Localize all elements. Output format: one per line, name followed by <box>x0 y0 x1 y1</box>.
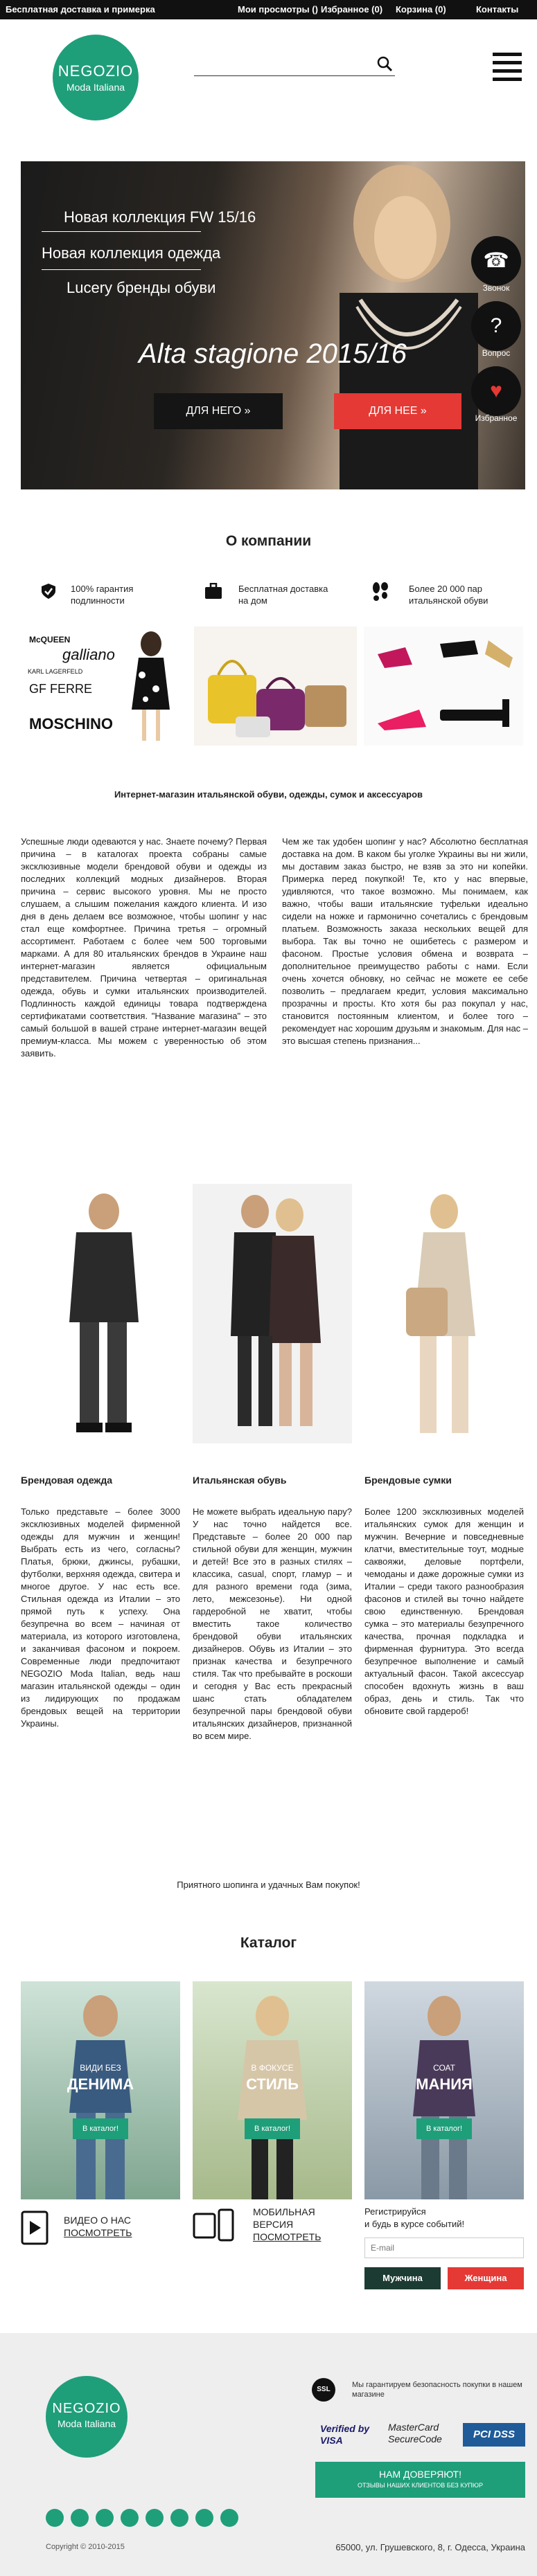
catalog-title: Каталог <box>240 1935 297 1951</box>
logo-text-1: NEGOZIO <box>58 62 134 80</box>
free-shipping-link[interactable]: Бесплатная доставка и примерка <box>6 4 155 15</box>
footwear-text: Не можете выбрать идеальную пару? У нас точно найдется все. Представьте – более 20 000 пар стильной обуви для женщин, мужчин и детей! Все это в разных стилях – классика, casual, спорт, гламур – и для разного времени года (зима, лето, межсезонье). Ни одной гардеробной не хватит, чтобы вместить такое количество брендовой обуви итальянских дизайнеров. Обувь из Италии – это признак качества и безупречного стиля. Так что пребывайте в роскоши и сегодня у Вас есть прекрасный шанс стать обладателем безупречной пары брендовой обуви итальянских дизайнеров, признанной во всем мире. <box>193 1506 352 1741</box>
phone-icon[interactable]: ☎ <box>471 236 521 286</box>
video-link[interactable] <box>64 2214 132 2239</box>
cart-link[interactable]: Корзина (0) <box>396 4 446 15</box>
footwear-image <box>193 1184 352 1443</box>
mastercard-securecode: MasterCard SecureCode <box>388 2422 442 2444</box>
heart-icon[interactable]: ♥ <box>471 366 521 416</box>
feature-shoes: Более 20 000 пар итальянской обуви <box>409 584 488 606</box>
about-title: О компании <box>225 533 312 549</box>
brand-moschino: MOSCHINO <box>29 715 113 732</box>
twitter-icon[interactable] <box>121 2509 139 2527</box>
question-label: Вопрос <box>482 348 511 358</box>
store-subtitle: Интернет-магазин итальянской обуви, одежды, сумок и аксессуаров <box>114 789 423 800</box>
hero-line-2[interactable]: Новая коллекция одежда <box>42 244 221 262</box>
register-line-2: и будь в курсе событий! <box>364 2219 465 2229</box>
address: 65000, ул. Грушевского, 8, г. Одесса, Украина <box>335 2542 525 2552</box>
catalog-button-3[interactable]: В каталог! <box>416 2118 472 2139</box>
footer <box>0 2333 537 2576</box>
hero-divider-2 <box>42 269 201 270</box>
video-view-link[interactable]: ПОСМОТРЕТЬ <box>64 2227 132 2238</box>
clothing-image <box>21 1184 180 1443</box>
clothing-text: Только представьте – более 3000 эксклюзивных моделей фирменной одежды для мужчин и женщин! Выбрать есть из чего, согласны? Платья, брюки, джинсы, рубашки, футболки, верхняя одежда, свитера и многое другое. У нас есть все. Стильная одежда из Италии – это прямой путь к успеху. Она безупречна во всем – начиная от материала, из которого изготовлена, и заканчивая фасоном и покроем. Современные люди предпочитают NEGOZIO Moda Italian, ведь наш магазин итальянской одежды – один из лидирующих по продажам брендовых вещей на территории Украины. <box>21 1506 180 1729</box>
catalog-small-3: СОАТ <box>433 2063 455 2073</box>
footer-logo-text-1: NEGOZIO <box>52 2401 121 2416</box>
call-label: Звонок <box>482 283 510 293</box>
catalog-big-2: СТИЛЬ <box>246 2075 299 2093</box>
brand-galliano: galliano <box>62 646 115 663</box>
hero-line-3[interactable]: Lucery бренды обуви <box>67 279 216 296</box>
hero-banner <box>21 161 525 489</box>
for-her-button[interactable]: ДЛЯ НЕЕ » <box>334 393 461 429</box>
catalog-small-2: В ФОКУСЕ <box>251 2063 294 2073</box>
mobile-icon[interactable] <box>193 2208 234 2243</box>
catalog-button-1[interactable]: В каталог! <box>73 2118 128 2139</box>
bags-image <box>194 627 357 746</box>
brand-ferre: GF FERRE <box>29 682 93 696</box>
copyright: Copyright © 2010-2015 <box>46 2543 125 2551</box>
mail-icon[interactable] <box>220 2509 238 2527</box>
for-him-button[interactable]: ДЛЯ НЕГО » <box>154 393 283 429</box>
ssl-badge: SSL <box>312 2378 335 2402</box>
brand-mcqueen: McQUEEN <box>29 635 71 645</box>
favorites-link[interactable]: Избранное (0) <box>321 4 383 15</box>
odnoklassniki-icon[interactable] <box>96 2509 114 2527</box>
catalog-small-1: ВИДИ БЕЗ <box>80 2063 121 2073</box>
my-views-link[interactable]: Мои просмотры () <box>238 4 318 15</box>
feature-authenticity: 100% гарантия подлинности <box>71 584 134 606</box>
briefcase-icon <box>204 583 222 600</box>
youtube-icon[interactable] <box>195 2509 213 2527</box>
closing-text: Приятного шопинга и удачных Вам покупок! <box>177 1880 360 1890</box>
verified-by-visa: Verified by VISA <box>320 2423 370 2446</box>
top-bar <box>0 0 537 19</box>
bags-text: Более 1200 эксклюзивных моделей итальянских сумок для женщин и мужчин. Вечерние и повседневные клатчи, вместительные тоут, модные саквояжи, деловые портфели, чемоданы и даже дорожные сумки из Италии – среди такого разнообразия фасонов и стилей вы точно найдете свою единственную. Брендовая сумка – это материалы безупречного качества, прочная подкладка и фирменная фурнитура. Это всегда безупречное выполнение и самый актуальный фасон. Такой аксессуар способен вдохнуть жизнь в ваш образ, день и стиль. Так что обновите свой гардероб! <box>364 1506 524 1716</box>
contacts-link[interactable]: Контакты <box>476 4 519 15</box>
catalog-button-2[interactable]: В каталог! <box>245 2118 300 2139</box>
vk-icon[interactable] <box>46 2509 64 2527</box>
question-icon[interactable]: ? <box>471 301 521 351</box>
pci-dss-badge: PCI DSS <box>463 2423 525 2447</box>
video-icon[interactable] <box>21 2210 49 2245</box>
favorites-label: Избранное <box>475 413 518 423</box>
logo[interactable] <box>53 35 139 120</box>
shield-icon <box>40 583 57 600</box>
clothing-title: Брендовая одежда <box>21 1475 113 1486</box>
shoes-image <box>364 627 523 746</box>
mobile-view-link[interactable]: ПОСМОТРЕТЬ <box>253 2231 322 2242</box>
catalog-card-style[interactable] <box>193 1981 352 2199</box>
hero-divider-1 <box>42 231 201 232</box>
catalog-card-denim[interactable] <box>21 1981 180 2199</box>
mobile-link[interactable] <box>253 2206 321 2243</box>
register-line-1: Регистрируйся <box>364 2206 426 2217</box>
catalog-card-mania[interactable] <box>364 1981 524 2199</box>
logo-text-2: Moda Italiana <box>66 82 125 93</box>
search-input[interactable] <box>194 55 395 76</box>
facebook-icon[interactable] <box>71 2509 89 2527</box>
about-right-text: Чем же так удобен шопинг у нас? Абсолютно бесплатная доставка на дом. В каком бы уголке Украины вы ни жили, мы доставим заказ быстро, не взяв за это ни копейки. Примерка перед покупкой! Те, кто у нас впервые, удивляются, что такое возможно. Мы понимаем, как важно, чтобы ваши итальянские туфельки идеально сидели на ножке и гармонично сочетались с брендовым платьем. Возможность заказа нескольких вещей для выбора. Так вы точно не ошибетесь с размером и фасоном. Простые условия обмена и возврата – дополнительное преимущество работы с нами. Если очень хочется обновку, но сейчас не можете ее себе позволить – предлагаем кредит, условия максимально прозрачны и просты. Кто хотя бы раз покупал у нас, становится постоянным клиентом, и более того – рекомендует нас хорошим друзьям и знакомым. Для нас – это высшая степень признания... <box>282 836 529 1046</box>
men-button[interactable]: Мужчина <box>364 2267 441 2289</box>
catalog-big-3: МАНИЯ <box>416 2075 473 2093</box>
hero-line-1[interactable]: Новая коллекция FW 15/16 <box>64 208 256 226</box>
hero-title: Alta stagione 2015/16 <box>139 339 407 369</box>
footprints-icon <box>370 582 391 602</box>
video-label: ВИДЕО О НАС <box>64 2215 132 2226</box>
brand-lagerfeld: KARL LAGERFELD <box>28 668 83 675</box>
bags-model-image <box>364 1184 524 1443</box>
email-field[interactable] <box>364 2237 524 2258</box>
footwear-title: Итальянская обувь <box>193 1475 287 1486</box>
menu-icon[interactable] <box>493 53 522 86</box>
instagram-icon[interactable] <box>170 2509 188 2527</box>
googleplus-icon[interactable] <box>146 2509 164 2527</box>
bags-title: Брендовые сумки <box>364 1475 452 1486</box>
security-text: Мы гарантируем безопасность покупки в нашем магазине <box>352 2381 522 2399</box>
about-left-text: Успешные люди одеваются у нас. Знаете почему? Первая причина – в каталогах проекта собраны самые эксклюзивные модели брендовой обуви и одежды из последних коллекций модных дизайнеров. Вторая причина – сервис высокого уровня. Мы не просто слушаем, а слышим пожелания каждого клиента. И изо дня в день делаем все возможное, чтобы шопинг у нас стал еще комфортнее. Причина третья – огромный ассортимент. Работаем с более чем 500 торговыми марками. А для 80 итальянских брендов в Украине наш интернет-магазин является официальным представителем. Причина четвертая – оригинальная одежда, обувь и сумки итальянских производителей. Подлинность каждой единицы товара подтверждена сертификатами соответствия. "Название магазина" – это самый большой в вашей стране интернет-магазин вещей премиум-класса. Мы можем с уверенностью об этом заявить. <box>21 836 267 1059</box>
search-icon[interactable] <box>376 55 393 72</box>
footer-logo-text-2: Moda Italiana <box>57 2418 116 2429</box>
trust-button-label: НАМ ДОВЕРЯЮТ! <box>379 2469 461 2480</box>
mobile-label-2: ВЕРСИЯ <box>253 2219 294 2230</box>
trust-button[interactable] <box>315 2462 525 2498</box>
feature-delivery: Бесплатная доставка на дом <box>238 584 328 606</box>
catalog-big-1: ДЕНИМА <box>67 2075 134 2093</box>
mobile-label-1: МОБИЛЬНАЯ <box>253 2206 315 2217</box>
register-text <box>364 2206 464 2231</box>
footer-logo[interactable] <box>46 2376 127 2458</box>
women-button[interactable]: Женщина <box>448 2267 524 2289</box>
brands-image <box>21 627 185 746</box>
trust-button-sub: ОТЗЫВЫ НАШИХ КЛИЕНТОВ БЕЗ КУПЮР <box>358 2482 483 2489</box>
